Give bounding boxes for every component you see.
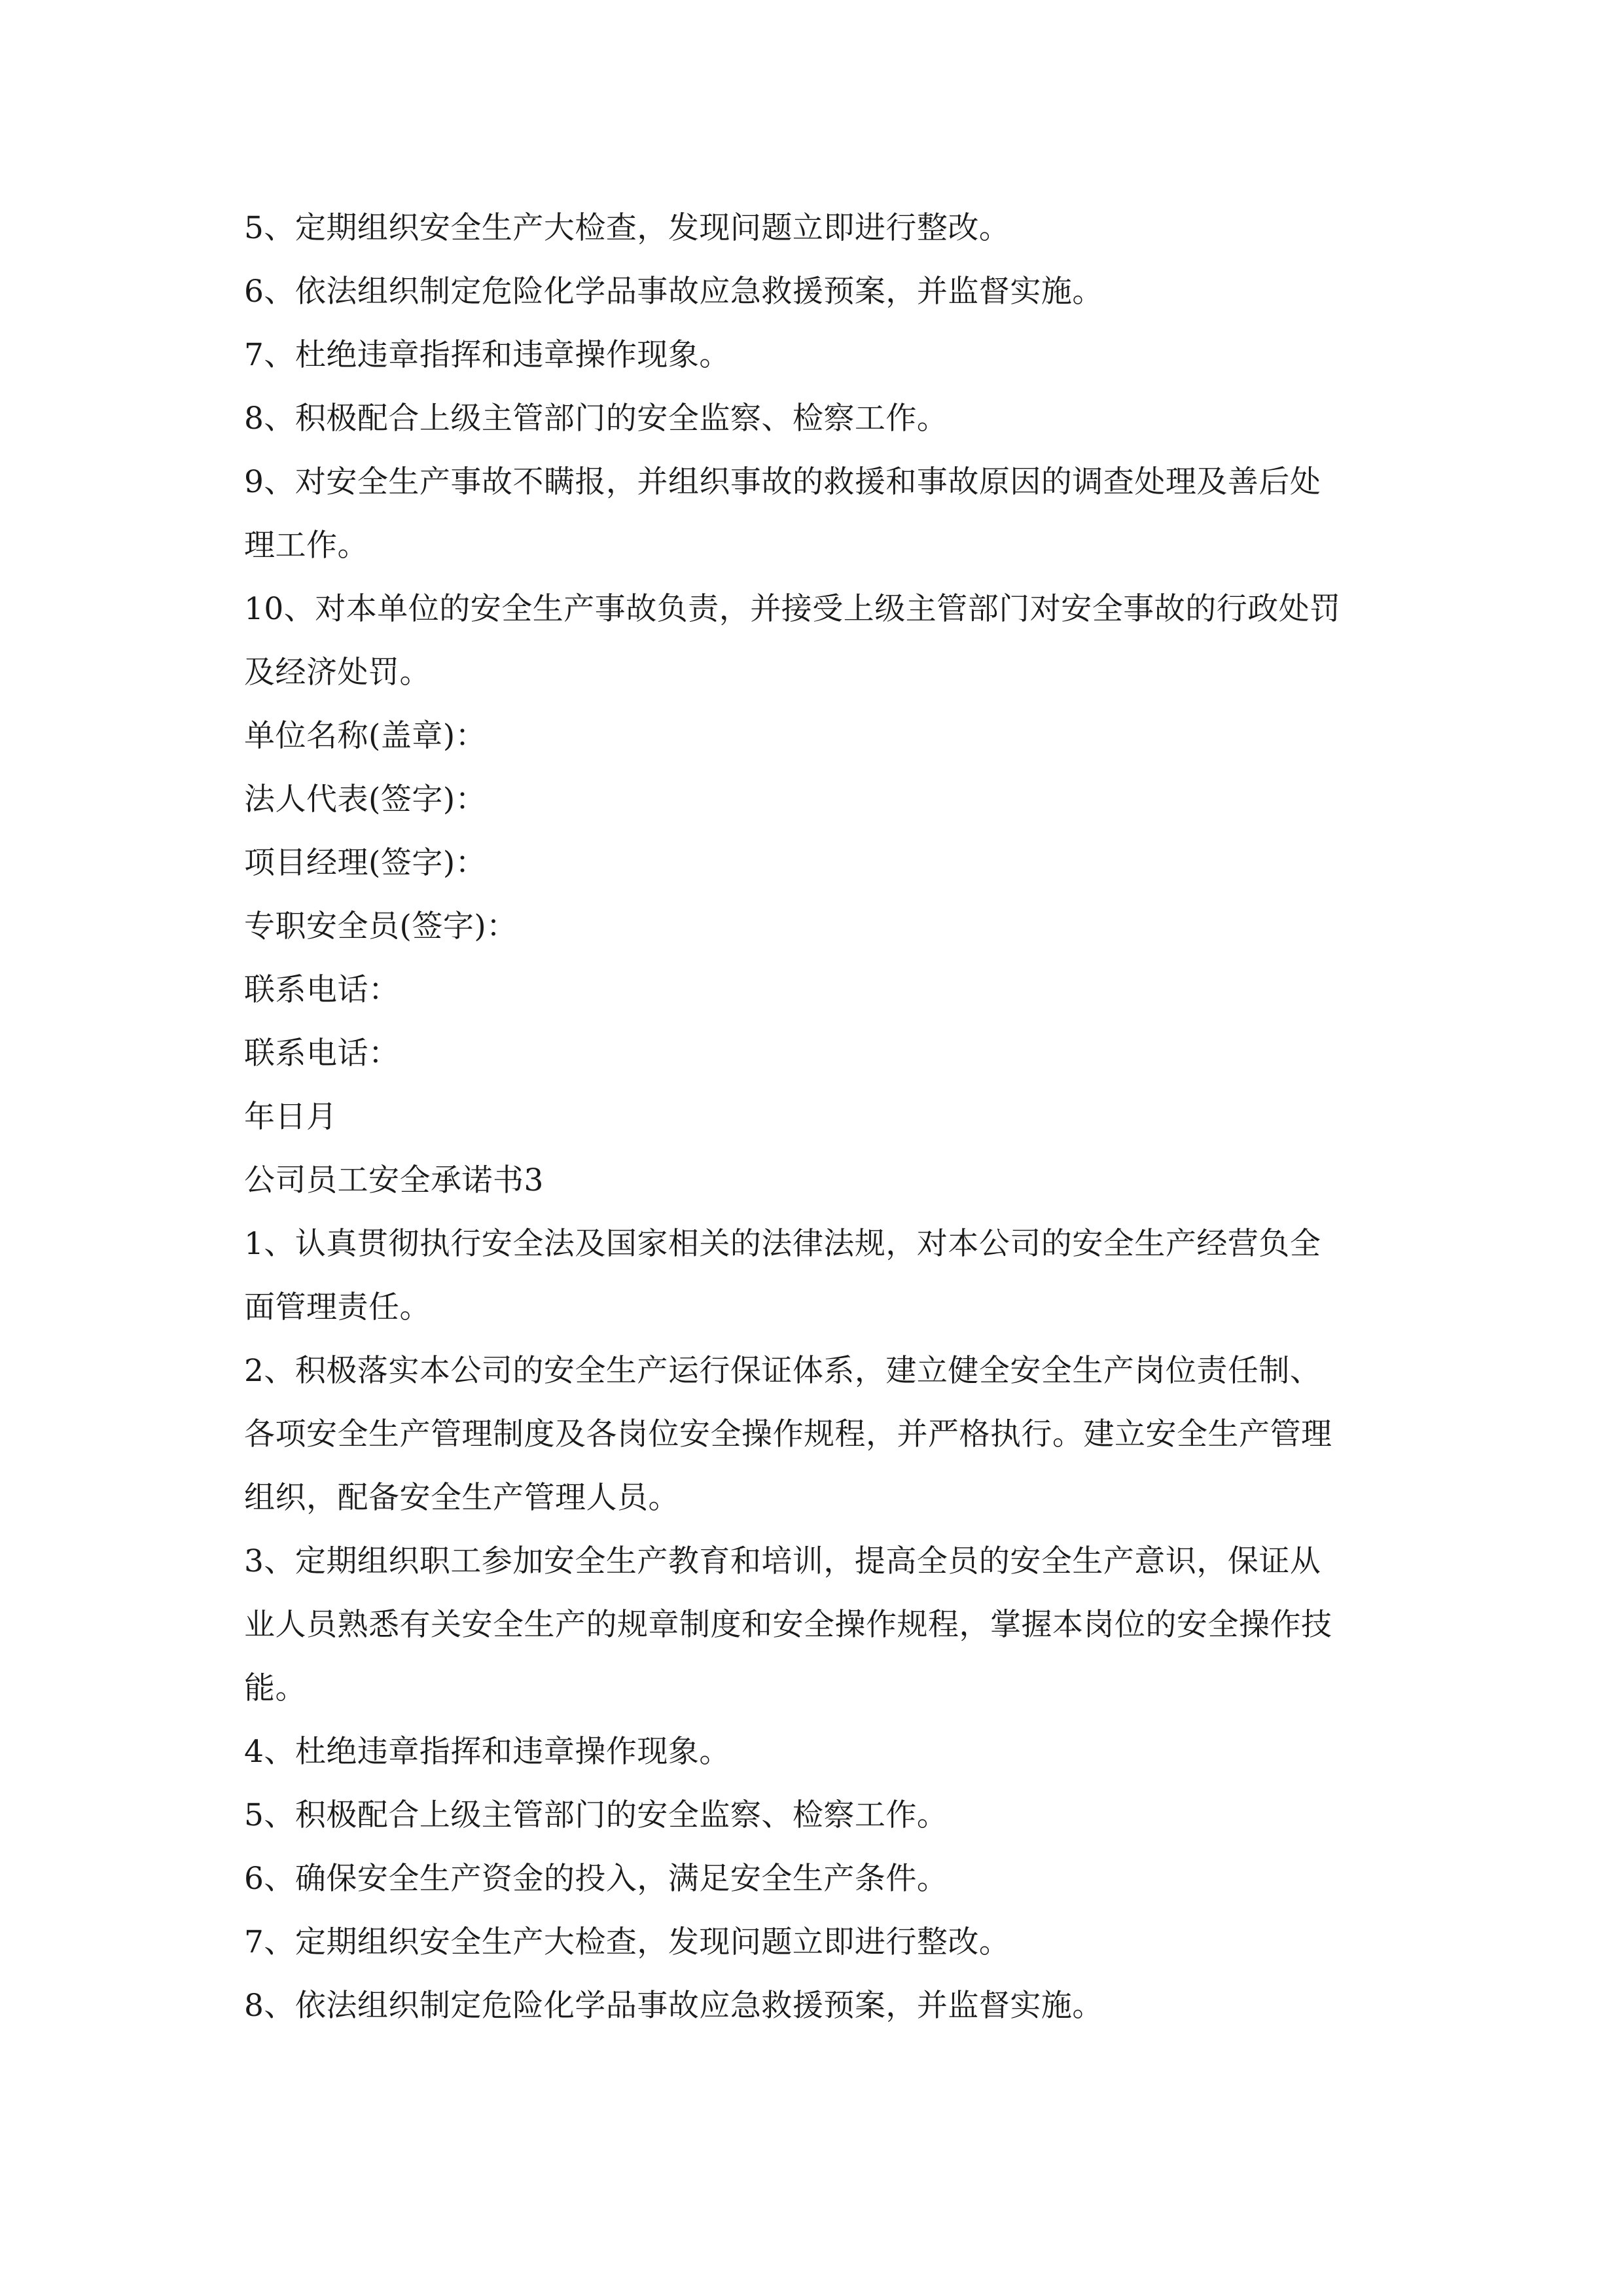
- text-line-item-3: 3、定期组织职工参加安全生产教育和培训，提高全员的安全生产意识，保证从: [244, 1543, 1321, 1579]
- contact-phone-field: 联系电话：: [244, 1035, 400, 1071]
- text-line-item-8: 8、依法组织制定危险化学品事故应急救援预案，并监督实施。: [244, 1988, 1103, 2024]
- text-line-item-8: 8、积极配合上级主管部门的安全监察、检察工作。: [244, 401, 948, 437]
- text-line-item-2-cont: 组织，配备安全生产管理人员。: [244, 1480, 679, 1516]
- text-line-item-2-cont: 各项安全生产管理制度及各岗位安全操作规程，并严格执行。建立安全生产管理: [244, 1416, 1332, 1452]
- date-field: 年日月: [244, 1099, 338, 1135]
- text-line-item-10: 10、对本单位的安全生产事故负责，并接受上级主管部门对安全事故的行政处罚: [244, 591, 1341, 627]
- text-line-item-2: 2、积极落实本公司的安全生产运行保证体系，建立健全安全生产岗位责任制、: [244, 1353, 1321, 1389]
- text-line-item-7: 7、杜绝违章指挥和违章操作现象。: [244, 337, 730, 373]
- text-line-item-5: 5、定期组织安全生产大检查，发现问题立即进行整改。: [244, 210, 1010, 246]
- signature-field-project-manager: 项目经理(签字)：: [244, 845, 487, 881]
- text-line-item-6: 6、依法组织制定危险化学品事故应急救援预案，并监督实施。: [244, 274, 1103, 310]
- text-line-item-1-cont: 面管理责任。: [244, 1289, 431, 1325]
- text-line-item-6: 6、确保安全生产资金的投入，满足安全生产条件。: [244, 1861, 948, 1897]
- text-line-item-3-cont: 能。: [244, 1670, 306, 1706]
- text-line-item-7: 7、定期组织安全生产大检查，发现问题立即进行整改。: [244, 1924, 1010, 1960]
- text-line-item-9-cont: 理工作。: [244, 528, 368, 564]
- signature-field-unit-name: 单位名称(盖章)：: [244, 718, 487, 754]
- section-heading: 公司员工安全承诺书3: [244, 1162, 544, 1198]
- text-line-item-4: 4、杜绝违章指挥和违章操作现象。: [244, 1734, 730, 1770]
- text-line-item-3-cont: 业人员熟悉有关安全生产的规章制度和安全操作规程，掌握本岗位的安全操作技: [244, 1607, 1332, 1643]
- text-line-item-5: 5、积极配合上级主管部门的安全监察、检察工作。: [244, 1797, 948, 1833]
- text-line-item-1: 1、认真贯彻执行安全法及国家相关的法律法规，对本公司的安全生产经营负全: [244, 1226, 1321, 1262]
- signature-field-legal-rep: 法人代表(签字)：: [244, 781, 487, 817]
- signature-field-safety-officer: 专职安全员(签字)：: [244, 908, 518, 944]
- contact-phone-field: 联系电话：: [244, 972, 400, 1008]
- text-line-item-9: 9、对安全生产事故不瞒报，并组织事故的救援和事故原因的调查处理及善后处: [244, 464, 1321, 500]
- text-line-item-10-cont: 及经济处罚。: [244, 655, 431, 691]
- document-body: [244, 196, 1383, 2037]
